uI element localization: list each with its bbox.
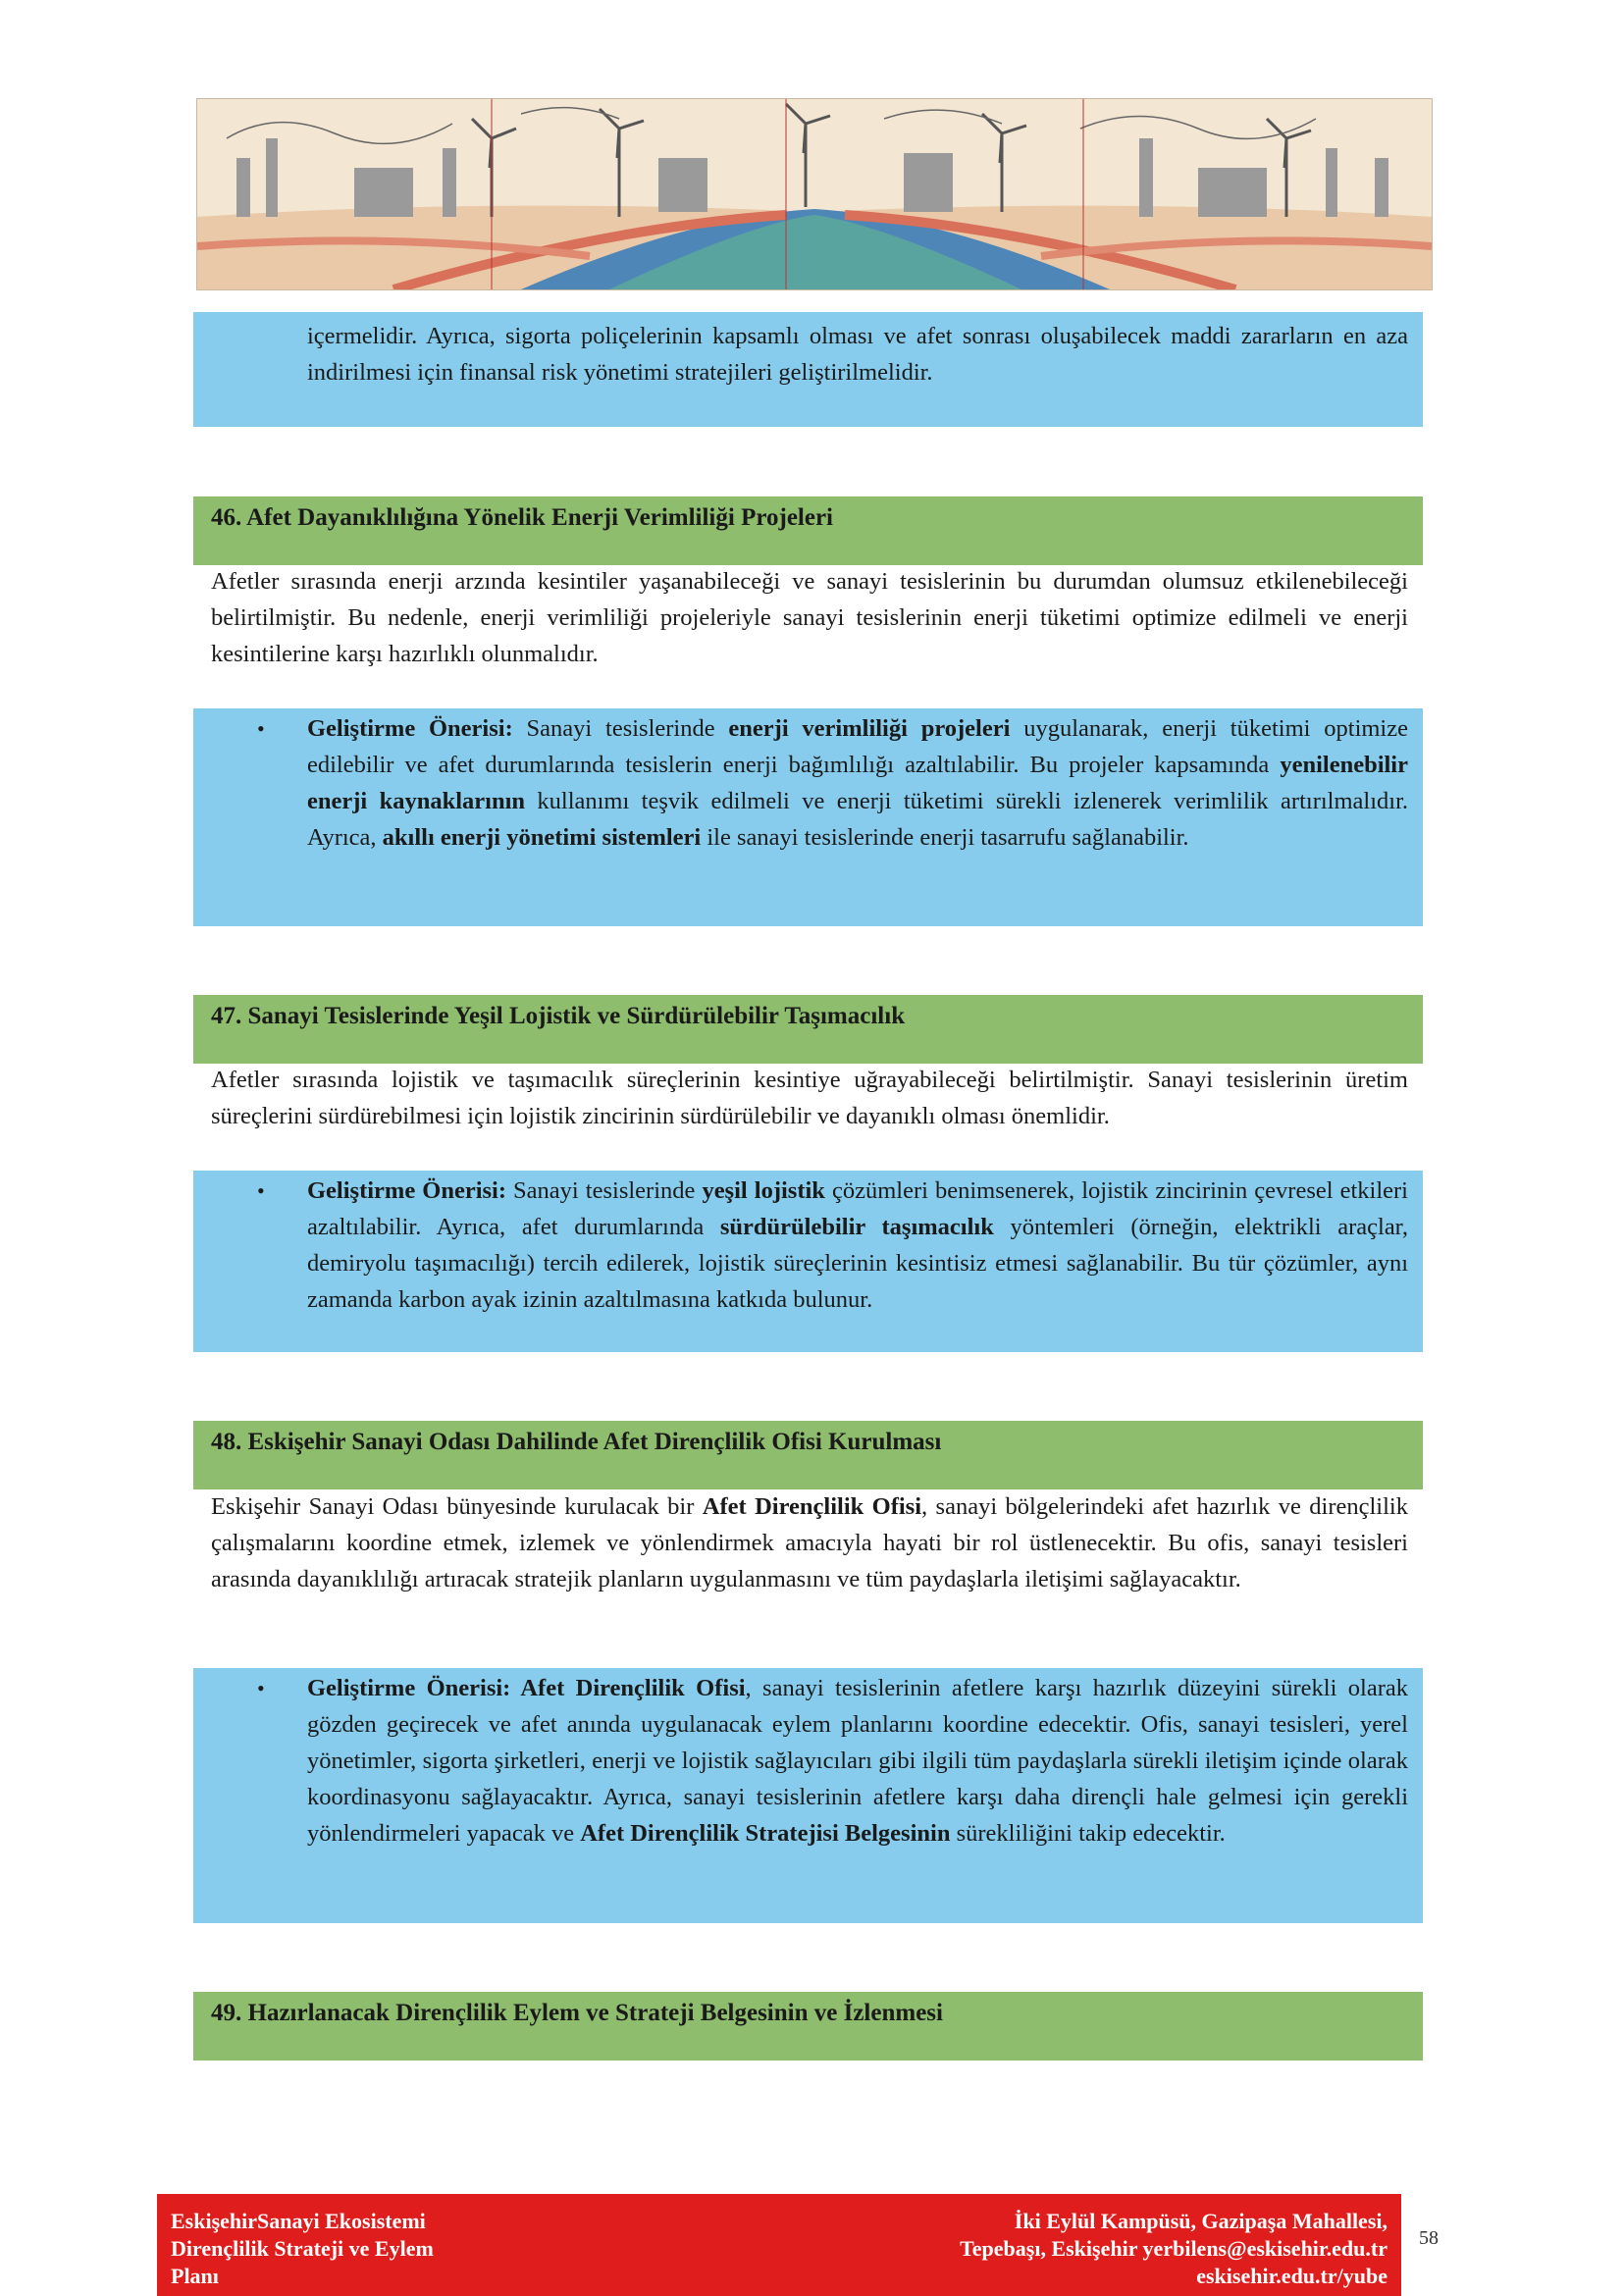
section-paragraph: Afetler sırasında enerji arzında kesintiler yaşanabileceği ve sanayi tesislerinin bu durumdan olumsuz etkilenebileceği belirtilmiştir. Bu nedenle, enerji verimliliği projeleriyle sanayi tesislerinin enerji tüketimi optimize edilmeli ve enerji kesintilerine karşı hazırlıklı olunmalıdır. <box>211 568 1408 667</box>
section-paragraph: Afetler sırasında lojistik ve taşımacılık süreçlerinin kesintiye uğrayabileceği belirtilmiştir. Sanayi tesislerinin üretim süreçlerini sürdürebilmesi için lojistik zincirinin sürdürülebilir ve dayanıklı olması önemlidir. <box>211 1067 1408 1129</box>
section-heading: 48. Eskişehir Sanayi Odası Dahilinde Afet Dirençlilik Ofisi Kurulması <box>211 1429 942 1455</box>
section-heading-bar <box>193 995 1423 1064</box>
section-heading: 46. Afet Dayanıklılığına Yönelik Enerji Verimliliği Projeleri <box>211 504 833 531</box>
intro-note-text: içermelidir. Ayrıca, sigorta poliçelerinin kapsamlı olması ve afet sonrası oluşabilecek maddi zararların en aza indirilmesi için finansal risk yönetimi stratejileri geliştirilmelidir. <box>307 323 1408 386</box>
page-number: 58 <box>1419 2227 1439 2249</box>
bullet-point: • <box>257 1178 265 1203</box>
header-banner-illustration <box>196 98 1433 290</box>
section-heading: 47. Sanayi Tesislerinde Yeşil Lojistik ve Sürdürülebilir Taşımacılık <box>211 1003 906 1029</box>
footer-document-title: EskişehirSanayi Ekosistemi Dirençlilik Strateji ve Eylem Planı <box>171 2209 434 2288</box>
bullet-point: • <box>257 1676 265 1700</box>
section-heading-bar <box>193 496 1423 565</box>
recommendation-text: Geliştirme Önerisi: Sanayi tesislerinde yeşil lojistik çözümleri benimsenerek, lojistik zincirinin çevresel etkileri azaltılabilir. Ayrıca, afet durumlarında sürdürülebilir taşımacılık yöntemleri (örneğin, elektrikli araçlar, demiryolu taşımacılığı) tercih edilerek, lojistik süreçlerinin kesintisiz etmesi sağlanabilir. Bu tür çözümler, aynı zamanda karbon ayak izinin azaltılmasına katkıda bulunur. <box>307 1177 1408 1313</box>
recommendation-text: Geliştirme Önerisi: Sanayi tesislerinde enerji verimliliği projeleri uygulanarak, enerji tüketimi optimize edilebilir ve afet durumlarında tesislerin enerji bağımlılığı azaltılabilir. Bu projeler kapsamında yenilenebilir enerji kaynaklarının kullanımı teşvik edilmeli ve enerji tüketimi sürekli izlenerek verimlilik artırılmalıdır. Ayrıca, akıllı enerji yönetimi sistemleri ile sanayi tesislerinde enerji tasarrufu sağlanabilir. <box>307 715 1409 851</box>
industry-wind-turbine-illustration <box>197 99 1432 289</box>
section-paragraph: Eskişehir Sanayi Odası bünyesinde kurulacak bir Afet Dirençlilik Ofisi, sanayi bölgelerindeki afet hazırlık ve dirençlilik çalışmalarını koordine etmek, izlemek ve yönlendirmek amacıyla hayati bir rol üstlenecektir. Bu ofis, sanayi tesisleri arasında dayanıklılığı artıracak stratejik planların uygulanmasını ve tüm paydaşlarla iletişimi sağlayacaktır. <box>211 1493 1408 1592</box>
section-heading: 49. Hazırlanacak Dirençlilik Eylem ve Strateji Belgesinin ve İzlenmesi <box>211 2000 943 2026</box>
page-footer <box>157 2194 1401 2296</box>
footer-contact: İki Eylül Kampüsü, Gazipaşa Mahallesi, Tepebaşı, Eskişehir yerbilens@eskisehir.edu.tr eskisehir.edu.tr/yube <box>960 2209 1387 2288</box>
section-heading-bar <box>193 1421 1423 1489</box>
bullet-point: • <box>257 716 265 741</box>
recommendation-text: Geliştirme Önerisi: Afet Dirençlilik Ofisi, sanayi tesislerinin afetlere karşı hazırlık düzeyini sürekli olarak gözden geçirecek ve afet anında uygulanacak eylem planlarını koordine edecektir. Ofis, sanayi tesisleri, yerel yönetimler, sigorta şirketleri, enerji ve lojistik sağlayıcıları gibi ilgili tüm paydaşlarla sürekli iletişim içinde olarak koordinasyonu sağlayacaktır. Ayrıca, sanayi tesislerinin afetlere karşı daha dirençli hale gelmesi için gerekli yönlendirmeleri yapacak ve Afet Dirençlilik Stratejisi Belgesinin sürekliliğini takip edecektir. <box>307 1675 1408 1847</box>
section-heading-bar <box>193 1992 1423 2061</box>
